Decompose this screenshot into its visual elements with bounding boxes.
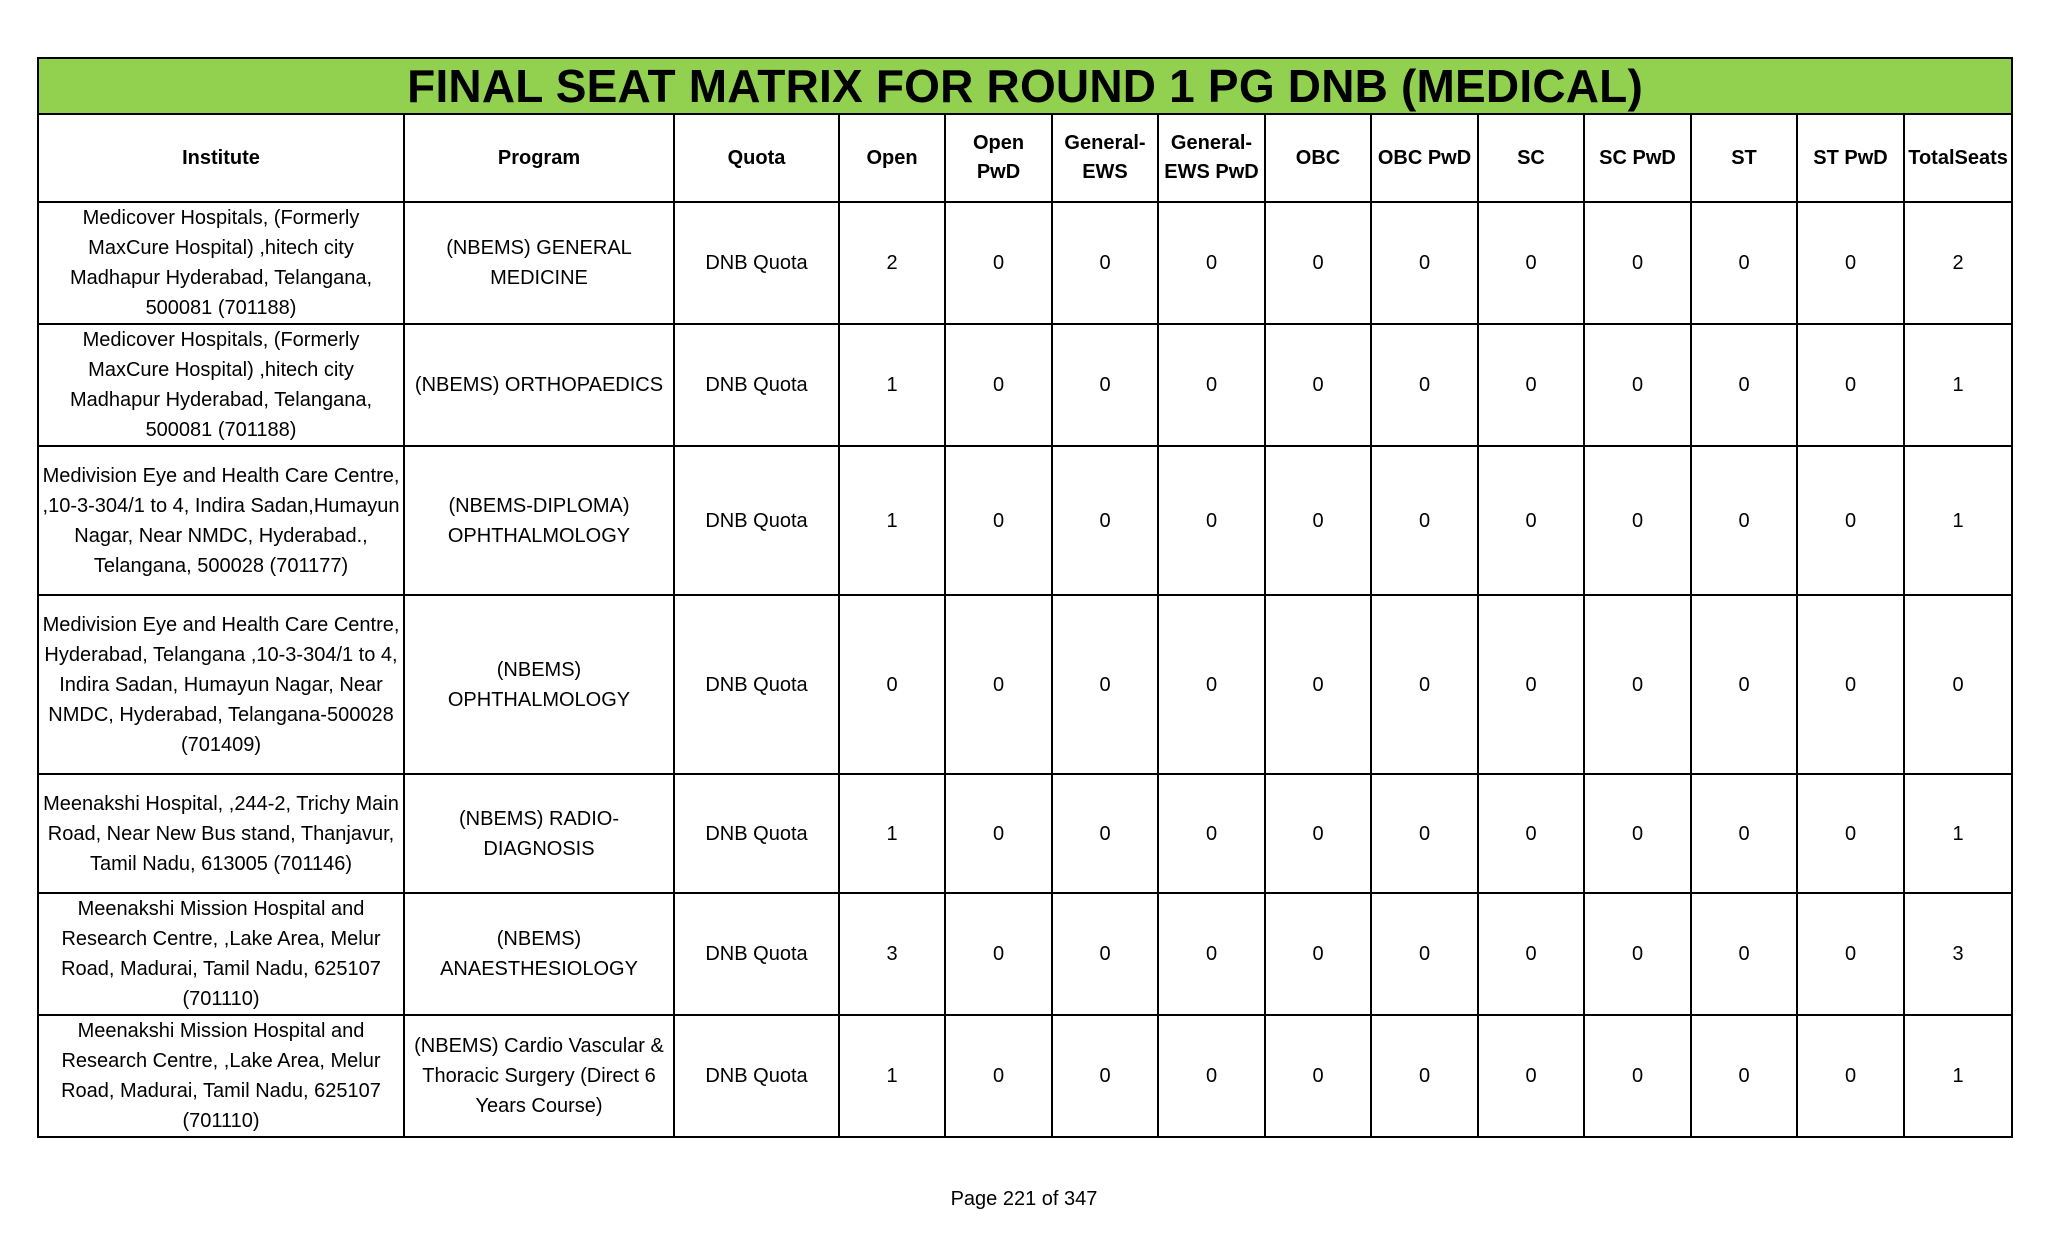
cell-open: 3 bbox=[839, 893, 945, 1015]
cell-general-ews-pwd: 0 bbox=[1158, 893, 1265, 1015]
cell-obc-pwd: 0 bbox=[1371, 774, 1478, 893]
table-row bbox=[38, 202, 2012, 324]
cell-sc: 0 bbox=[1478, 202, 1584, 324]
cell-general-ews-pwd: 0 bbox=[1158, 324, 1265, 446]
cell-general-ews-pwd: 0 bbox=[1158, 202, 1265, 324]
header-st: ST bbox=[1691, 114, 1797, 202]
table-body bbox=[38, 202, 2012, 1137]
cell-program: (NBEMS) ORTHOPAEDICS bbox=[404, 324, 674, 446]
cell-quota: DNB Quota bbox=[674, 202, 839, 324]
cell-st-pwd: 0 bbox=[1797, 595, 1904, 774]
table-title: FINAL SEAT MATRIX FOR ROUND 1 PG DNB (MEDICAL) bbox=[38, 58, 2012, 114]
cell-general-ews: 0 bbox=[1052, 595, 1158, 774]
header-quota: Quota bbox=[674, 114, 839, 202]
header-general-ews-pwd: General-EWS PwD bbox=[1158, 114, 1265, 202]
header-obc: OBC bbox=[1265, 114, 1371, 202]
cell-general-ews: 0 bbox=[1052, 446, 1158, 595]
cell-quota: DNB Quota bbox=[674, 774, 839, 893]
cell-quota: DNB Quota bbox=[674, 1015, 839, 1137]
cell-total-seats: 0 bbox=[1904, 595, 2012, 774]
header-st-pwd: ST PwD bbox=[1797, 114, 1904, 202]
cell-general-ews: 0 bbox=[1052, 202, 1158, 324]
cell-sc: 0 bbox=[1478, 446, 1584, 595]
cell-open-pwd: 0 bbox=[945, 595, 1052, 774]
cell-st: 0 bbox=[1691, 595, 1797, 774]
cell-program: (NBEMS) Cardio Vascular & Thoracic Surgery (Direct 6 Years Course) bbox=[404, 1015, 674, 1137]
cell-obc: 0 bbox=[1265, 202, 1371, 324]
cell-institute: Medivision Eye and Health Care Centre, ,10-3-304/1 to 4, Indira Sadan,Humayun Nagar, Near NMDC, Hyderabad., Telangana, 500028 (701177) bbox=[38, 446, 404, 595]
cell-institute: Meenakshi Mission Hospital and Research Centre, ,Lake Area, Melur Road, Madurai, Tamil Nadu, 625107 (701110) bbox=[38, 893, 404, 1015]
cell-quota: DNB Quota bbox=[674, 324, 839, 446]
cell-sc: 0 bbox=[1478, 324, 1584, 446]
header-obc-pwd: OBC PwD bbox=[1371, 114, 1478, 202]
cell-st: 0 bbox=[1691, 446, 1797, 595]
cell-sc-pwd: 0 bbox=[1584, 893, 1691, 1015]
cell-program: (NBEMS) RADIO-DIAGNOSIS bbox=[404, 774, 674, 893]
cell-quota: DNB Quota bbox=[674, 893, 839, 1015]
table-row bbox=[38, 446, 2012, 595]
cell-obc-pwd: 0 bbox=[1371, 595, 1478, 774]
cell-open-pwd: 0 bbox=[945, 446, 1052, 595]
cell-total-seats: 3 bbox=[1904, 893, 2012, 1015]
cell-st-pwd: 0 bbox=[1797, 446, 1904, 595]
cell-institute: Medicover Hospitals, (Formerly MaxCure Hospital) ,hitech city Madhapur Hyderabad, Telangana, 500081 (701188) bbox=[38, 324, 404, 446]
cell-obc: 0 bbox=[1265, 1015, 1371, 1137]
cell-total-seats: 1 bbox=[1904, 774, 2012, 893]
cell-sc-pwd: 0 bbox=[1584, 774, 1691, 893]
cell-quota: DNB Quota bbox=[674, 595, 839, 774]
cell-open-pwd: 0 bbox=[945, 893, 1052, 1015]
cell-sc-pwd: 0 bbox=[1584, 324, 1691, 446]
cell-st-pwd: 0 bbox=[1797, 893, 1904, 1015]
cell-open-pwd: 0 bbox=[945, 774, 1052, 893]
cell-institute: Meenakshi Mission Hospital and Research Centre, ,Lake Area, Melur Road, Madurai, Tamil Nadu, 625107 (701110) bbox=[38, 1015, 404, 1137]
header-sc-pwd: SC PwD bbox=[1584, 114, 1691, 202]
cell-general-ews-pwd: 0 bbox=[1158, 446, 1265, 595]
cell-open: 2 bbox=[839, 202, 945, 324]
cell-general-ews: 0 bbox=[1052, 893, 1158, 1015]
header-total-seats: TotalSeats bbox=[1904, 114, 2012, 202]
cell-sc-pwd: 0 bbox=[1584, 202, 1691, 324]
table-row bbox=[38, 595, 2012, 774]
cell-general-ews: 0 bbox=[1052, 774, 1158, 893]
cell-sc-pwd: 0 bbox=[1584, 1015, 1691, 1137]
header-program: Program bbox=[404, 114, 674, 202]
cell-total-seats: 1 bbox=[1904, 324, 2012, 446]
cell-general-ews: 0 bbox=[1052, 1015, 1158, 1137]
seat-matrix-table bbox=[37, 57, 2013, 1138]
cell-obc-pwd: 0 bbox=[1371, 324, 1478, 446]
cell-st: 0 bbox=[1691, 774, 1797, 893]
cell-sc: 0 bbox=[1478, 893, 1584, 1015]
cell-general-ews: 0 bbox=[1052, 324, 1158, 446]
cell-st-pwd: 0 bbox=[1797, 1015, 1904, 1137]
header-general-ews: General-EWS bbox=[1052, 114, 1158, 202]
header-open: Open bbox=[839, 114, 945, 202]
cell-open: 1 bbox=[839, 324, 945, 446]
page-number: Page 221 of 347 bbox=[950, 1188, 1098, 1210]
cell-institute: Medicover Hospitals, (Formerly MaxCure Hospital) ,hitech city Madhapur Hyderabad, Telangana, 500081 (701188) bbox=[38, 202, 404, 324]
cell-open-pwd: 0 bbox=[945, 202, 1052, 324]
cell-st-pwd: 0 bbox=[1797, 202, 1904, 324]
cell-quota: DNB Quota bbox=[674, 446, 839, 595]
cell-sc: 0 bbox=[1478, 774, 1584, 893]
cell-obc: 0 bbox=[1265, 893, 1371, 1015]
cell-obc-pwd: 0 bbox=[1371, 202, 1478, 324]
cell-obc-pwd: 0 bbox=[1371, 893, 1478, 1015]
table-row bbox=[38, 893, 2012, 1015]
cell-general-ews-pwd: 0 bbox=[1158, 1015, 1265, 1137]
cell-st: 0 bbox=[1691, 202, 1797, 324]
table-row bbox=[38, 1015, 2012, 1137]
table-row bbox=[38, 774, 2012, 893]
cell-obc: 0 bbox=[1265, 324, 1371, 446]
cell-open-pwd: 0 bbox=[945, 1015, 1052, 1137]
cell-open: 1 bbox=[839, 774, 945, 893]
header-open-pwd: Open PwD bbox=[945, 114, 1052, 202]
cell-institute: Meenakshi Hospital, ,244-2, Trichy Main Road, Near New Bus stand, Thanjavur, Tamil Nadu, 613005 (701146) bbox=[38, 774, 404, 893]
cell-open: 1 bbox=[839, 446, 945, 595]
cell-open-pwd: 0 bbox=[945, 324, 1052, 446]
cell-sc: 0 bbox=[1478, 595, 1584, 774]
cell-general-ews-pwd: 0 bbox=[1158, 595, 1265, 774]
cell-sc: 0 bbox=[1478, 1015, 1584, 1137]
seat-matrix-sheet bbox=[37, 57, 2011, 1138]
cell-st: 0 bbox=[1691, 1015, 1797, 1137]
cell-program: (NBEMS-DIPLOMA) OPHTHALMOLOGY bbox=[404, 446, 674, 595]
cell-st: 0 bbox=[1691, 893, 1797, 1015]
cell-st: 0 bbox=[1691, 324, 1797, 446]
cell-obc-pwd: 0 bbox=[1371, 446, 1478, 595]
cell-obc-pwd: 0 bbox=[1371, 1015, 1478, 1137]
header-sc: SC bbox=[1478, 114, 1584, 202]
cell-st-pwd: 0 bbox=[1797, 774, 1904, 893]
cell-obc: 0 bbox=[1265, 446, 1371, 595]
cell-obc: 0 bbox=[1265, 595, 1371, 774]
cell-total-seats: 2 bbox=[1904, 202, 2012, 324]
cell-total-seats: 1 bbox=[1904, 1015, 2012, 1137]
cell-general-ews-pwd: 0 bbox=[1158, 774, 1265, 893]
cell-sc-pwd: 0 bbox=[1584, 595, 1691, 774]
cell-program: (NBEMS) OPHTHALMOLOGY bbox=[404, 595, 674, 774]
cell-open: 0 bbox=[839, 595, 945, 774]
header-row bbox=[38, 114, 2012, 202]
cell-institute: Medivision Eye and Health Care Centre, Hyderabad, Telangana ,10-3-304/1 to 4, Indira Sadan, Humayun Nagar, Near NMDC, Hyderabad, Telangana-500028 (701409) bbox=[38, 595, 404, 774]
cell-open: 1 bbox=[839, 1015, 945, 1137]
cell-program: (NBEMS) ANAESTHESIOLOGY bbox=[404, 893, 674, 1015]
header-institute: Institute bbox=[38, 114, 404, 202]
cell-program: (NBEMS) GENERAL MEDICINE bbox=[404, 202, 674, 324]
cell-st-pwd: 0 bbox=[1797, 324, 1904, 446]
cell-sc-pwd: 0 bbox=[1584, 446, 1691, 595]
cell-total-seats: 1 bbox=[1904, 446, 2012, 595]
cell-obc: 0 bbox=[1265, 774, 1371, 893]
table-row bbox=[38, 324, 2012, 446]
